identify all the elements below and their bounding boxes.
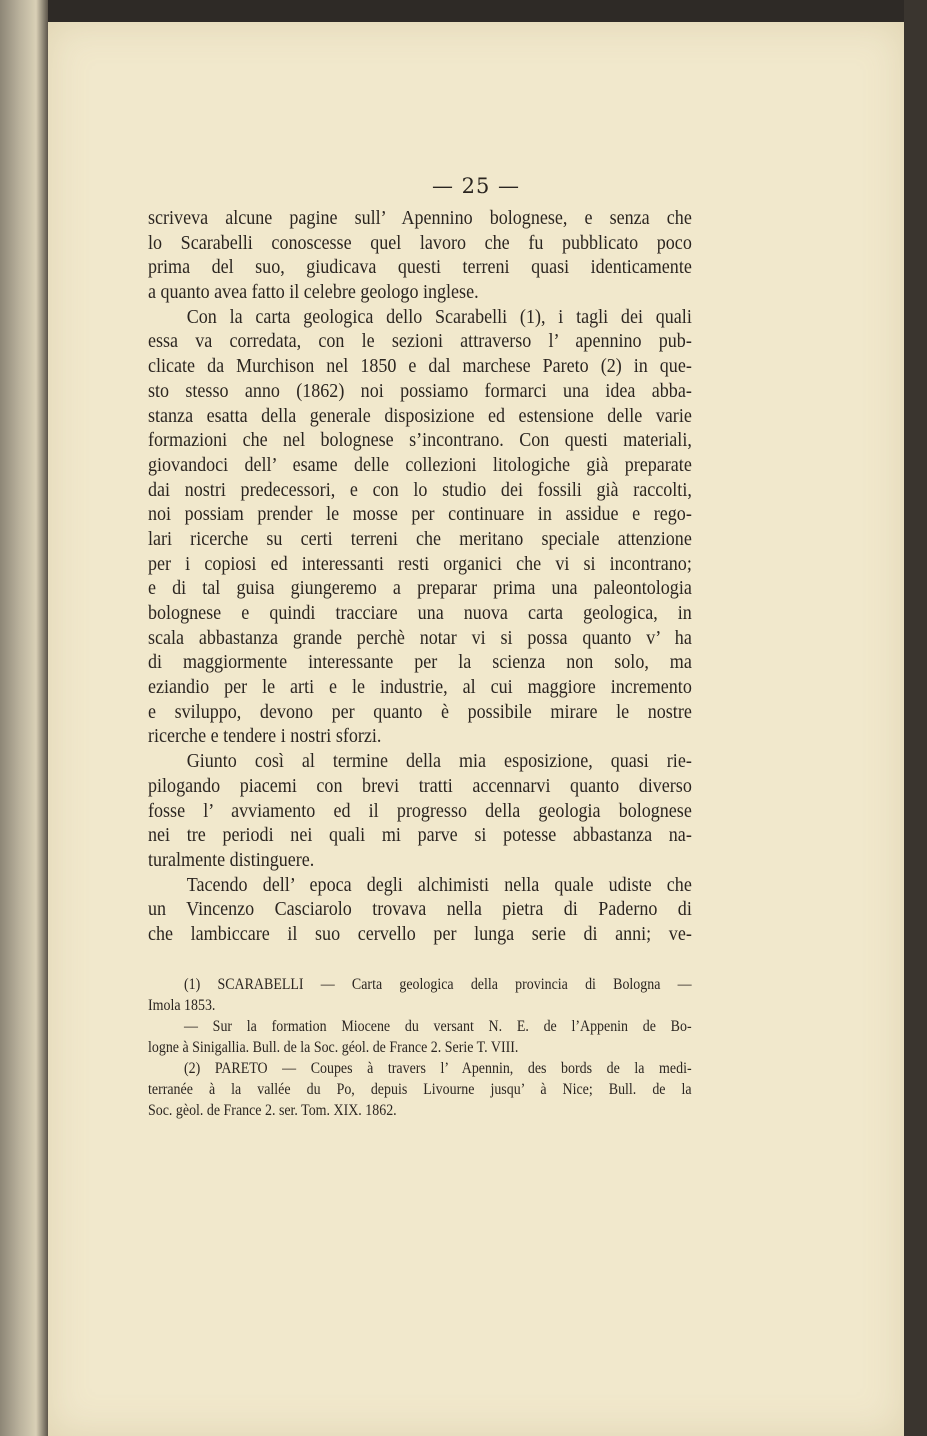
paragraph <box>148 749 692 872</box>
text-line: essa va corredata, con le sezioni attraverso l’ apennino pub- <box>148 330 692 353</box>
text-line: di maggiormente interessante per la scienza non solo, ma <box>148 651 692 674</box>
text-line: noi possiam prender le mosse per continuare in assidue e rego- <box>148 503 692 526</box>
text-line: (1) SCARABELLI — Carta geologica della provincia di Bologna — <box>184 976 692 993</box>
text-line: bolognese e quindi tracciare una nuova carta geologica, in <box>148 602 692 624</box>
text-line: formazioni che nel bolognese s’incontrano. Con questi materiali, <box>148 429 692 452</box>
body-text <box>148 206 692 947</box>
text-line: dai nostri predecessori, e con lo studio dei fossili già raccolti, <box>148 478 692 501</box>
text-line: prima del suo, giudicava questi terreni quasi identicamente <box>148 256 692 279</box>
footnote <box>148 974 692 1016</box>
text-line: scala abbastanza grande perchè notar vi si possa quanto v’ ha <box>148 626 692 649</box>
text-line: fosse l’ avviamento ed il progresso della geologia bolognese <box>148 799 692 822</box>
text-line: e sviluppo, devono per quanto è possibile mirare le nostre <box>148 700 692 723</box>
page-number: — 25 — <box>431 174 521 198</box>
text-line: turalmente distinguere. <box>148 848 315 871</box>
book-binding-edge <box>0 0 48 1436</box>
text-line: clicate da Murchison nel 1850 e dal marchese Pareto (2) in que- <box>148 355 692 378</box>
text-line: (2) PARETO — Coupes à travers l’ Apennin, des bords de la medi- <box>184 1060 692 1077</box>
text-line: lari ricerche su certi terreni che meritano speciale attenzione <box>148 527 692 550</box>
text-line: sto stesso anno (1862) noi possiamo formarci una idea abba- <box>148 379 692 402</box>
text-line: logne à Sinigallia. Bull. de la Soc. géol. de France 2. Serie T. VIII. <box>148 1039 519 1056</box>
paragraph <box>148 305 692 749</box>
text-line: e di tal guisa giungeremo a preparar prima una paleontologia <box>148 577 692 600</box>
text-line: che lambiccare il suo cervello per lunga serie di anni; ve- <box>148 922 692 945</box>
text-line: terranée à la vallée du Po, depuis Livourne jusqu’ à Nice; Bull. de la <box>148 1081 692 1098</box>
book-page <box>48 22 904 1436</box>
text-line: stanza esatta della generale disposizione ed estensione delle varie <box>148 404 692 427</box>
text-line: giovandoci dell’ esame delle collezioni litologiche già preparate <box>148 453 692 476</box>
text-line: — Sur la formation Miocene du versant N. E. de l’Appenin de Bo- <box>184 1018 692 1035</box>
text-line: Con la carta geologica dello Scarabelli (1), i tagli dei quali <box>186 305 692 328</box>
scan-background-right <box>904 0 927 1436</box>
text-line: Tacendo dell’ epoca degli alchimisti nella quale udiste che <box>186 873 692 896</box>
text-line: Imola 1853. <box>148 997 216 1014</box>
text-line: Soc. gèol. de France 2. ser. Tom. XIX. 1862. <box>148 1102 397 1119</box>
text-line: pilogando piacemi con brevi tratti accennarvi quanto diverso <box>148 774 692 797</box>
scan-background-top <box>48 0 927 22</box>
text-line: eziandio per le arti e le industrie, al cui maggiore incremento <box>148 676 692 699</box>
text-line: lo Scarabelli conoscesse quel lavoro che fu pubblicato poco <box>148 231 692 254</box>
text-line: ricerche e tendere i nostri sforzi. <box>148 725 382 748</box>
paragraph <box>148 206 692 305</box>
text-line: a quanto avea fatto il celebre geologo inglese. <box>148 281 479 304</box>
text-line: per i copiosi ed interessanti resti organici che vi si incontrano; <box>148 552 692 575</box>
text-line: scriveva alcune pagine sull’ Apennino bolognese, e senza che <box>148 207 692 229</box>
footnote <box>148 1058 692 1121</box>
paragraph <box>148 873 692 947</box>
text-line: Giunto così al termine della mia esposizione, quasi rie- <box>186 750 692 773</box>
text-line: un Vincenzo Casciarolo trovava nella pietra di Paderno di <box>148 898 692 921</box>
footnote <box>148 1016 692 1058</box>
footnotes <box>148 974 692 1121</box>
text-line: nei tre periodi nei quali mi parve si potesse abbastanza na- <box>148 824 692 847</box>
